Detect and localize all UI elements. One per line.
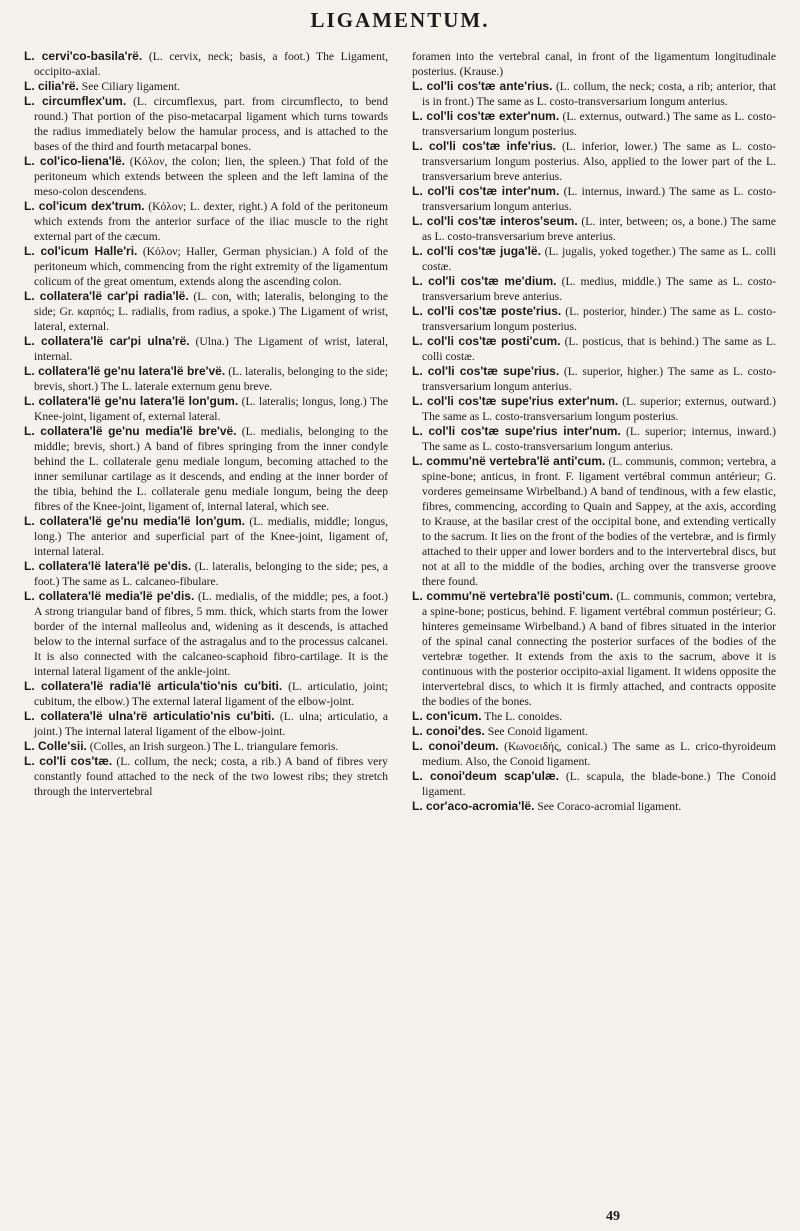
entry-definition: (Κωνοειδής, conical.) The same as L. crico-thyroideum medium. Also, the Conoid ligament. bbox=[422, 740, 777, 768]
entry-headword: L. col'li cos'tæ poste'rius. bbox=[412, 304, 562, 318]
entry-headword: L. col'li cos'tæ me'dium. bbox=[412, 274, 557, 288]
entry-headword: L. col'li cos'tæ interos'seum. bbox=[412, 214, 578, 228]
entry-definition: (L. con, with; lateralis, belonging to the side; Gr. καρπός; L. radialis, from radius, a spoke.) The Ligament of wrist, lateral, external. bbox=[34, 290, 388, 333]
entry-headword: L. col'li cos'tæ juga'lë. bbox=[412, 244, 541, 258]
entry-headword: L. con'icum. bbox=[412, 709, 482, 723]
dictionary-entry bbox=[24, 559, 388, 589]
dictionary-entry bbox=[412, 49, 776, 79]
dictionary-entry bbox=[24, 289, 388, 334]
entry-definition: (Ulna.) The Ligament of wrist, lateral, internal. bbox=[34, 335, 389, 363]
entry-headword: L. col'li cos'tæ inter'num. bbox=[412, 184, 560, 198]
entry-definition: (L. communis, common; vertebra, a spine-bone; anticus, in front. F. ligament vertébral commun antérieur; G. vorderes gemeinsame Wirbelband.) A band of tendinous, with a few elastic, fibres, commencing, according to Quain and Sappey, at the axis, according to Krause, at the basilar crest of the occipital bone, and extending vertically to the sacrum. It lies on the front of the bodies of the vertebræ, and is firmly attached to their upper and lower borders and to the intervertebral discs, but not at all to the middle of the bodies, arching over the transverse groove there found. bbox=[422, 455, 776, 588]
dictionary-entry bbox=[412, 454, 776, 589]
right-column bbox=[412, 49, 776, 814]
entry-definition: (L. medialis, belonging to the middle; brevis, short.) A band of fibres springing from the inner condyle behind the L. collaterale genu mediale longum, becoming attached to the inner semilunar cartilage as it descends, and ending at the inner border of the tibia, behind the L. collaterale genu mediale longum, being the deep fibres of the Knee-joint, ligament of, internal lateral, which see. bbox=[34, 425, 388, 513]
entry-definition: (Κόλον, the colon; lien, the spleen.) That fold of the peritoneum which extends between the spleen and the left lamina of the meso-colon descendens. bbox=[34, 155, 388, 198]
entry-headword: L. circumflex'um. bbox=[24, 94, 127, 108]
dictionary-entry bbox=[24, 514, 388, 559]
dictionary-entry bbox=[24, 754, 388, 799]
entry-definition: (L. lateralis; longus, long.) The Knee-joint, ligament of, external lateral. bbox=[34, 395, 389, 423]
dictionary-entry bbox=[24, 334, 388, 364]
entry-headword: L. conoi'deum. bbox=[412, 739, 499, 753]
entry-definition: (L. jugalis, yoked together.) The same as L. colli costæ. bbox=[422, 245, 776, 273]
dictionary-entry bbox=[24, 424, 388, 514]
entry-definition: (L. inter, between; os, a bone.) The same as L. costo-transversarium breve anterius. bbox=[422, 215, 776, 243]
entry-definition: (L. inferior, lower.) The same as L. costo-transversarium longum posterius. Also, applied to the lower part of the L. transversarium breve anterius. bbox=[422, 140, 776, 183]
dictionary-entry bbox=[412, 589, 776, 709]
dictionary-entry bbox=[412, 109, 776, 139]
dictionary-entry bbox=[412, 364, 776, 394]
entry-definition: (Colles, an Irish surgeon.) The L. triangulare femoris. bbox=[89, 740, 339, 753]
entry-definition: (L. externus, outward.) The same as L. costo-transversarium longum posterius. bbox=[422, 110, 776, 138]
entry-headword: L. conoi'des. bbox=[412, 724, 485, 738]
dictionary-entry bbox=[412, 274, 776, 304]
entry-definition: (L. superior; internus, inward.) The same as L. costo-transversarium longum anterius. bbox=[422, 425, 776, 453]
entry-headword: L. collatera'lë car'pi radia'lë. bbox=[24, 289, 189, 303]
entry-definition: (Κόλον; Haller, German physician.) A fold of the peritoneum which, commencing from the right extremity of the ligamentum colicum of the great omentum, extends along the ascending colon. bbox=[34, 245, 389, 288]
entry-definition: (L. medialis, of the middle; pes, a foot.) A strong triangular band of fibres, 5 mm. thick, which starts from the lower border of the internal malleolus and, widening as it descends, is attached below to the internal surface of the astragalus and to the processus calcanei. It is also connected with the calcaneo-scaphoid fibro-cartilage. It is the internal lateral ligament of the ankle-joint. bbox=[34, 590, 388, 678]
dictionary-entry bbox=[412, 724, 776, 739]
dictionary-entry bbox=[412, 244, 776, 274]
entry-headword: L. collatera'lë car'pi ulna'rë. bbox=[24, 334, 190, 348]
entry-headword: L. col'li cos'tæ infe'rius. bbox=[412, 139, 557, 153]
page-number: 49 bbox=[606, 1209, 620, 1224]
dictionary-entry bbox=[412, 394, 776, 424]
dictionary-entry bbox=[24, 94, 388, 154]
entry-definition: (L. ulna; articulatio, a joint.) The internal lateral ligament of the elbow-joint. bbox=[34, 710, 389, 738]
entry-definition: (L. posticus, that is behind.) The same as L. colli costæ. bbox=[422, 335, 777, 363]
dictionary-entry bbox=[24, 709, 388, 739]
dictionary-entry bbox=[412, 79, 776, 109]
entry-headword: L. cilia'rë. bbox=[24, 79, 79, 93]
dictionary-entry bbox=[412, 709, 776, 724]
entry-definition: foramen into the vertebral canal, in front of the ligamentum longitudinale posterius. (Krause.) bbox=[412, 50, 776, 78]
entry-headword: L. col'li cos'tæ supe'rius exter'num. bbox=[412, 394, 619, 408]
dictionary-entry bbox=[412, 304, 776, 334]
entry-definition: (L. medius, middle.) The same as L. costo-transversarium breve anterius. bbox=[422, 275, 777, 303]
entry-headword: L. collatera'lë media'lë pe'dis. bbox=[24, 589, 195, 603]
dictionary-entry bbox=[412, 799, 776, 814]
entry-headword: L. cor'aco-acromia'lë. bbox=[412, 799, 535, 813]
entry-definition: (L. cervix, neck; basis, a foot.) The Ligament, occipito-axial. bbox=[34, 50, 388, 78]
entry-definition: (L. collum, the neck; costa, a rib; anterior, that is in front.) The same as L. costo-transversarium longum anterius. bbox=[422, 80, 777, 108]
entry-headword: L. conoi'deum scap'ulæ. bbox=[412, 769, 559, 783]
entry-definition: (L. medialis, middle; longus, long.) The anterior and superficial part of the Knee-joint, ligament of, internal lateral. bbox=[34, 515, 389, 558]
dictionary-entry bbox=[24, 739, 388, 754]
dictionary-entry bbox=[412, 739, 776, 769]
entry-definition: (L. superior; externus, outward.) The same as L. costo-transversarium longum posterius. bbox=[422, 395, 776, 423]
dictionary-entry bbox=[24, 679, 388, 709]
entry-headword: L. collatera'lë latera'lë pe'dis. bbox=[24, 559, 192, 573]
entry-headword: L. collatera'lë ge'nu latera'lë bre'vë. bbox=[24, 364, 226, 378]
entry-headword: L. col'li cos'tæ supe'rius. bbox=[412, 364, 560, 378]
entry-headword: L. col'ico-liena'lë. bbox=[24, 154, 125, 168]
entry-definition: (L. lateralis, belonging to the side; brevis, short.) The L. laterale externum genu breve. bbox=[34, 365, 388, 393]
entry-headword: L. col'icum Halle'ri. bbox=[24, 244, 138, 258]
entry-definition: (L. posterior, hinder.) The same as L. costo-transversarium longum posterius. bbox=[422, 305, 777, 333]
dictionary-entry bbox=[24, 154, 388, 199]
entry-headword: L. collatera'lë ge'nu media'lë bre'vë. bbox=[24, 424, 237, 438]
two-column-body bbox=[24, 49, 776, 814]
entry-headword: L. commu'në vertebra'lë posti'cum. bbox=[412, 589, 614, 603]
entry-definition: See Coraco-acromial ligament. bbox=[537, 800, 682, 813]
dictionary-entry bbox=[412, 769, 776, 799]
entry-definition: (L. lateralis, belonging to the side; pes, a foot.) The same as L. calcaneo-fibulare. bbox=[34, 560, 388, 588]
dictionary-entry bbox=[412, 424, 776, 454]
entry-headword: L. collatera'lë ge'nu media'lë lon'gum. bbox=[24, 514, 245, 528]
entry-headword: L. col'li cos'tæ exter'num. bbox=[412, 109, 560, 123]
entry-definition: (L. superior, higher.) The same as L. costo-transversarium longum anterius. bbox=[422, 365, 776, 393]
entry-headword: L. commu'në vertebra'lë anti'cum. bbox=[412, 454, 606, 468]
dictionary-entry bbox=[24, 364, 388, 394]
entry-headword: L. col'icum dex'trum. bbox=[24, 199, 145, 213]
dictionary-entry bbox=[24, 49, 388, 79]
entry-definition: (L. circumflexus, part. from circumflecto, to bend round.) That portion of the piso-metacarpal ligament which turns towards the radius immediately below the hamular process, and is attached to the bases of the third and fourth metacarpal bones. bbox=[34, 95, 388, 153]
entry-definition: The L. conoides. bbox=[484, 710, 563, 723]
entry-headword: L. collatera'lë radia'lë articula'tio'nis cu'biti. bbox=[24, 679, 283, 693]
dictionary-entry bbox=[24, 199, 388, 244]
entry-headword: L. collatera'lë ge'nu latera'lë lon'gum. bbox=[24, 394, 239, 408]
entry-definition: (L. collum, the neck; costa, a rib.) A band of fibres very constantly found attached to the neck of the two lowest ribs; they stretch through the intervertebral bbox=[34, 755, 388, 798]
entry-headword: L. col'li cos'tæ supe'rius inter'num. bbox=[412, 424, 621, 438]
entry-definition: See Ciliary ligament. bbox=[81, 80, 180, 93]
entry-headword: L. col'li cos'tæ ante'rius. bbox=[412, 79, 553, 93]
dictionary-entry bbox=[24, 394, 388, 424]
entry-headword: L. cervi'co-basila'rë. bbox=[24, 49, 143, 63]
dictionary-entry bbox=[412, 214, 776, 244]
left-column bbox=[24, 49, 388, 814]
entry-definition: (L. articulatio, joint; cubitum, the elbow.) The external lateral ligament of the elbow-joint. bbox=[34, 680, 389, 708]
entry-definition: (L. internus, inward.) The same as L. costo-transversarium longum anterius. bbox=[422, 185, 776, 213]
dictionary-entry bbox=[24, 589, 388, 679]
entry-headword: L. col'li cos'tæ posti'cum. bbox=[412, 334, 561, 348]
entry-headword: L. Colle'sii. bbox=[24, 739, 87, 753]
running-head: LIGAMENTUM. bbox=[310, 8, 490, 32]
dictionary-entry bbox=[24, 79, 388, 94]
dictionary-entry bbox=[412, 334, 776, 364]
entry-definition: (L. communis, common; vertebra, a spine-bone; posticus, behind. F. ligament vertébral commun postérieur; G. hinteres gemeinsame Wirbelband.) A band of fibres situated in the interior of the spinal canal connecting the posterior surfaces of the bodies of the vertebræ together. It extends from the axis to the sacrum, above it is continuous with the posterior occipito-axial ligament. It widens opposite the intervertebral discs, to which it is firmly attached, and contracts opposite the bodies of the bones. bbox=[422, 590, 776, 708]
dictionary-entry bbox=[412, 139, 776, 184]
entry-definition: See Conoid ligament. bbox=[487, 725, 588, 738]
dictionary-entry bbox=[412, 184, 776, 214]
dictionary-entry bbox=[24, 244, 388, 289]
entry-headword: L. collatera'lë ulna'rë articulatio'nis cu'biti. bbox=[24, 709, 275, 723]
entry-definition: (L. scapula, the blade-bone.) The Conoid ligament. bbox=[422, 770, 776, 798]
entry-headword: L. col'li cos'tæ. bbox=[24, 754, 113, 768]
entry-definition: (Κόλον; L. dexter, right.) A fold of the peritoneum which extends from the anterior surface of the iliac muscle to the right external part of the cæcum. bbox=[34, 200, 388, 243]
